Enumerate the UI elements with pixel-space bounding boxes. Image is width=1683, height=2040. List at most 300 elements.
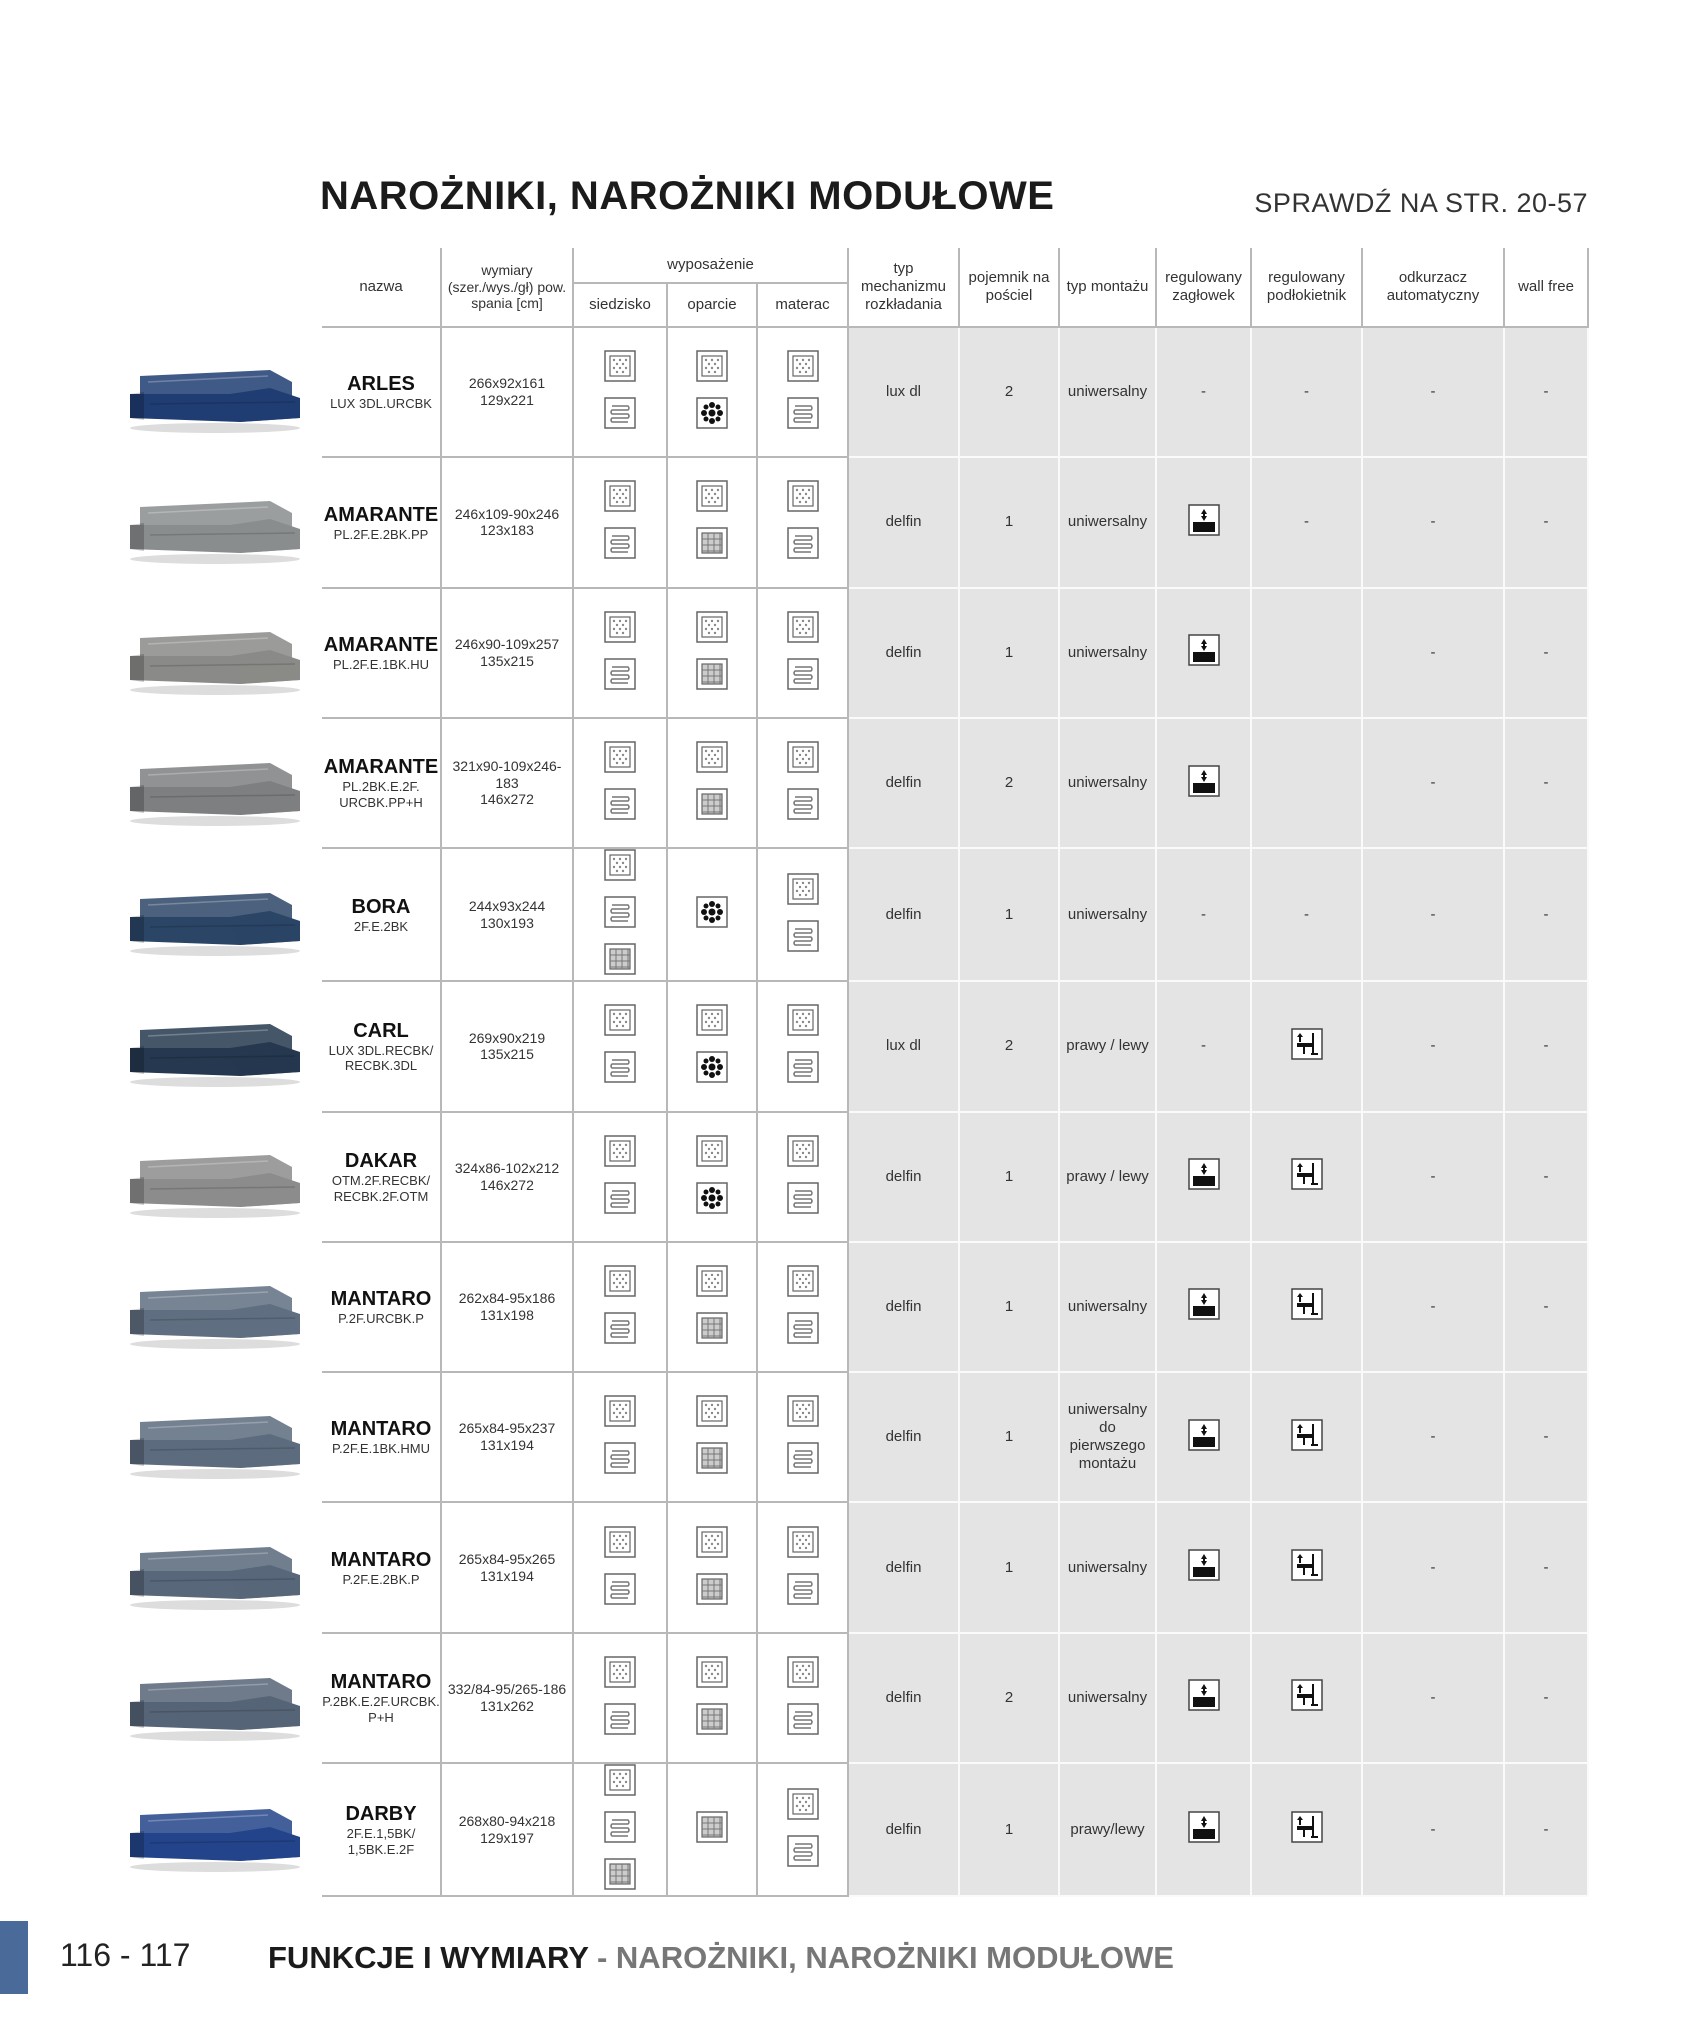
- row-mechanism: delfin: [849, 1634, 960, 1764]
- sleep-area: 146x272: [480, 791, 534, 808]
- row-mount: uniwersalny: [1060, 849, 1157, 982]
- row-armrest: -: [1252, 849, 1363, 982]
- spring-icon: [787, 788, 819, 825]
- row-mattress: [758, 849, 849, 982]
- row-mount: uniwersalny: [1060, 458, 1157, 588]
- row-armrest: [1252, 1373, 1363, 1503]
- footer-title: [268, 1940, 1174, 1976]
- row-armrest: [1252, 589, 1363, 719]
- spring-icon: [787, 527, 819, 564]
- product-code: P.2F.E.1BK.HMU: [331, 1441, 431, 1457]
- sleep-area: 131x194: [480, 1567, 534, 1584]
- row-box: 1: [960, 1764, 1060, 1897]
- row-armrest: [1252, 1503, 1363, 1633]
- header-odkurzacz: odkurzacz automatyczny: [1363, 248, 1505, 328]
- row-mechanism: delfin: [849, 1503, 960, 1633]
- row-name: [322, 1113, 442, 1243]
- foam-icon: [604, 611, 636, 648]
- sofa-image: [120, 871, 310, 961]
- row-back: [668, 982, 758, 1112]
- row-mount: uniwersalny: [1060, 1243, 1157, 1373]
- foam-icon: [604, 1004, 636, 1041]
- row-back: [668, 328, 758, 458]
- foam-icon: [787, 1526, 819, 1563]
- row-box: 2: [960, 1634, 1060, 1764]
- row-mount: uniwersalny: [1060, 589, 1157, 719]
- row-headrest: -: [1157, 849, 1252, 982]
- headrest-icon: [1188, 765, 1220, 802]
- spring-icon: [787, 1442, 819, 1479]
- row-seat: [574, 1113, 668, 1243]
- foam-icon: [787, 350, 819, 387]
- foam-icon: [696, 350, 728, 387]
- spring-icon: [604, 1442, 636, 1479]
- row-mattress: [758, 1243, 849, 1373]
- row-box: 1: [960, 1373, 1060, 1503]
- sofa-image: [120, 1656, 310, 1746]
- row-name: [322, 1503, 442, 1633]
- row-mount: uniwersalny: [1060, 328, 1157, 458]
- specs-table: [322, 248, 1589, 1897]
- row-seat: [574, 1634, 668, 1764]
- product-code: PL.2F.E.2BK.PP: [333, 526, 429, 542]
- mesh-icon: [696, 1703, 728, 1740]
- row-headrest: [1157, 1503, 1252, 1633]
- mesh-icon: [696, 788, 728, 825]
- header-oparcie: oparcie: [668, 284, 758, 328]
- row-vacuum: -: [1363, 1634, 1505, 1764]
- product-name: DAKAR: [344, 1150, 418, 1173]
- spring-icon: [787, 1312, 819, 1349]
- row-dimensions: [442, 719, 574, 849]
- foam-icon: [604, 1135, 636, 1172]
- row-armrest: [1252, 1113, 1363, 1243]
- spring-icon: [787, 1182, 819, 1219]
- sleep-area: 131x262: [480, 1697, 534, 1714]
- product-code: P.2F.URCBK.P: [338, 1311, 424, 1327]
- row-dimensions: [442, 849, 574, 982]
- foam-icon: [787, 1395, 819, 1432]
- headrest-icon: [1188, 1158, 1220, 1195]
- product-code: 2F.E.1,5BK/ 1,5BK.E.2F: [346, 1825, 416, 1857]
- sofa-image: [120, 1394, 310, 1484]
- row-back: [668, 1373, 758, 1503]
- row-mount: prawy/lewy: [1060, 1764, 1157, 1897]
- row-dimensions: [442, 589, 574, 719]
- mesh-icon: [696, 527, 728, 564]
- product-code: PL.2F.E.1BK.HU: [332, 656, 430, 672]
- sofa-image: [120, 1002, 310, 1092]
- row-vacuum: -: [1363, 719, 1505, 849]
- row-vacuum: -: [1363, 1764, 1505, 1897]
- row-mattress: [758, 589, 849, 719]
- dimensions: 269x90x219: [468, 1029, 546, 1046]
- row-seat: [574, 719, 668, 849]
- row-seat: [574, 849, 668, 982]
- row-armrest: -: [1252, 328, 1363, 458]
- row-vacuum: -: [1363, 1373, 1505, 1503]
- foam-icon: [696, 1004, 728, 1041]
- foam-icon: [604, 1764, 636, 1801]
- foam-icon: [696, 1135, 728, 1172]
- foam-icon: [787, 1265, 819, 1302]
- row-name: [322, 1634, 442, 1764]
- dimensions: 246x109-90x246: [454, 505, 560, 522]
- row-mount: uniwersalny: [1060, 1634, 1157, 1764]
- spring-icon: [787, 1703, 819, 1740]
- row-wallfree: -: [1505, 1113, 1589, 1243]
- dimensions: 265x84-95x265: [458, 1550, 556, 1567]
- foam-icon: [696, 1395, 728, 1432]
- spring-icon: [787, 658, 819, 695]
- footer-subsection: - NAROŻNIKI, NAROŻNIKI MODUŁOWE: [596, 1940, 1174, 1975]
- row-mount: prawy / lewy: [1060, 1113, 1157, 1243]
- spring-icon: [604, 527, 636, 564]
- header-wymiary: wymiary (szer./wys./gł) pow. spania [cm]: [442, 248, 574, 328]
- sofa-image: [120, 1133, 310, 1223]
- pocket-icon: [696, 1182, 728, 1219]
- row-box: 1: [960, 1503, 1060, 1633]
- foam-icon: [696, 611, 728, 648]
- row-name: [322, 1764, 442, 1897]
- row-wallfree: -: [1505, 1764, 1589, 1897]
- row-wallfree: -: [1505, 458, 1589, 588]
- mesh-icon: [696, 1312, 728, 1349]
- sofa-image: [120, 1525, 310, 1615]
- dimensions: 246x90-109x257: [454, 635, 560, 652]
- row-armrest: [1252, 1764, 1363, 1897]
- dimensions: 321x90-109x246-183: [452, 757, 562, 791]
- sleep-area: 131x194: [480, 1437, 534, 1454]
- foam-icon: [696, 1265, 728, 1302]
- row-mattress: [758, 1113, 849, 1243]
- foam-icon: [787, 611, 819, 648]
- row-headrest: [1157, 1373, 1252, 1503]
- row-mechanism: delfin: [849, 1764, 960, 1897]
- row-seat: [574, 1503, 668, 1633]
- dimensions: 265x84-95x237: [458, 1420, 556, 1437]
- foam-icon: [696, 1526, 728, 1563]
- headrest-icon: [1188, 1288, 1220, 1325]
- page-title: NAROŻNIKI, NAROŻNIKI MODUŁOWE: [320, 174, 1055, 218]
- mesh-icon: [696, 1573, 728, 1610]
- row-mechanism: delfin: [849, 1243, 960, 1373]
- sleep-area: 146x272: [480, 1176, 534, 1193]
- foam-icon: [787, 1004, 819, 1041]
- dimensions: 262x84-95x186: [458, 1290, 556, 1307]
- row-mount: uniwersalny do pierwszego montażu: [1060, 1373, 1157, 1503]
- row-back: [668, 849, 758, 982]
- mesh-icon: [604, 943, 636, 980]
- sofa-image: [120, 610, 310, 700]
- row-box: 1: [960, 1243, 1060, 1373]
- sleep-area: 129x197: [480, 1829, 534, 1846]
- row-headrest: [1157, 589, 1252, 719]
- headrest-icon: [1188, 504, 1220, 541]
- product-code: 2F.E.2BK: [353, 918, 409, 934]
- row-mattress: [758, 1634, 849, 1764]
- header-nazwa: nazwa: [322, 248, 442, 328]
- row-mechanism: lux dl: [849, 328, 960, 458]
- row-mechanism: delfin: [849, 849, 960, 982]
- pocket-icon: [696, 1051, 728, 1088]
- spring-icon: [604, 1573, 636, 1610]
- row-seat: [574, 1373, 668, 1503]
- row-headrest: [1157, 1243, 1252, 1373]
- dimensions: 324x86-102x212: [454, 1159, 560, 1176]
- sleep-area: 131x198: [480, 1306, 534, 1323]
- mesh-icon: [696, 658, 728, 695]
- row-mount: prawy / lewy: [1060, 982, 1157, 1112]
- product-name: MANTARO: [330, 1548, 432, 1571]
- header-materac: materac: [758, 284, 849, 328]
- product-name: CARL: [353, 1019, 409, 1042]
- row-armrest: [1252, 1243, 1363, 1373]
- row-back: [668, 1764, 758, 1897]
- row-headrest: [1157, 458, 1252, 588]
- row-mattress: [758, 719, 849, 849]
- foam-icon: [696, 1656, 728, 1693]
- foam-icon: [604, 741, 636, 778]
- product-name: ARLES: [347, 373, 415, 396]
- spring-icon: [604, 1182, 636, 1219]
- product-name: DARBY: [345, 1802, 417, 1825]
- row-box: 1: [960, 458, 1060, 588]
- row-back: [668, 1634, 758, 1764]
- row-headrest: [1157, 1113, 1252, 1243]
- header-podlokietnik: regulowany podłokietnik: [1252, 248, 1363, 328]
- row-back: [668, 589, 758, 719]
- row-back: [668, 719, 758, 849]
- row-box: 1: [960, 849, 1060, 982]
- product-code: P.2BK.E.2F.URCBK. P+H: [322, 1694, 440, 1725]
- header-siedzisko: siedzisko: [574, 284, 668, 328]
- row-armrest: [1252, 1634, 1363, 1764]
- foam-icon: [787, 873, 819, 910]
- row-wallfree: -: [1505, 1243, 1589, 1373]
- spring-icon: [787, 1051, 819, 1088]
- row-headrest: -: [1157, 328, 1252, 458]
- row-headrest: [1157, 1764, 1252, 1897]
- row-seat: [574, 589, 668, 719]
- product-name: MANTARO: [330, 1418, 432, 1441]
- header-wyposazenie: wyposażenie: [574, 248, 849, 284]
- row-mechanism: delfin: [849, 589, 960, 719]
- armrest-icon: [1291, 1028, 1323, 1065]
- row-dimensions: [442, 1764, 574, 1897]
- foam-icon: [604, 1265, 636, 1302]
- foam-icon: [787, 1788, 819, 1825]
- row-vacuum: -: [1363, 849, 1505, 982]
- row-name: [322, 982, 442, 1112]
- foam-icon: [787, 480, 819, 517]
- row-box: 2: [960, 982, 1060, 1112]
- spring-icon: [604, 788, 636, 825]
- product-name: AMARANTE: [323, 756, 439, 779]
- row-vacuum: -: [1363, 1243, 1505, 1373]
- header-mechanizm: typ mechanizmu rozkładania: [849, 248, 960, 328]
- row-dimensions: [442, 1373, 574, 1503]
- row-armrest: [1252, 982, 1363, 1112]
- row-headrest: [1157, 1634, 1252, 1764]
- foam-icon: [696, 480, 728, 517]
- header-zaglowek: regulowany zagłowek: [1157, 248, 1252, 328]
- product-name: AMARANTE: [323, 633, 439, 656]
- row-name: [322, 1373, 442, 1503]
- dimensions: 268x80-94x218: [458, 1812, 556, 1829]
- row-seat: [574, 458, 668, 588]
- product-code: LUX 3DL.RECBK/ RECBK.3DL: [328, 1042, 434, 1074]
- row-vacuum: -: [1363, 1113, 1505, 1243]
- row-vacuum: -: [1363, 1503, 1505, 1633]
- row-wallfree: -: [1505, 1634, 1589, 1764]
- row-wallfree: -: [1505, 1503, 1589, 1633]
- sleep-area: 135x215: [480, 652, 534, 669]
- pocket-icon: [696, 397, 728, 434]
- header-wallfree: wall free: [1505, 248, 1589, 328]
- spring-icon: [787, 1835, 819, 1872]
- product-name: MANTARO: [330, 1671, 432, 1694]
- sofa-image: [120, 741, 310, 831]
- row-name: [322, 328, 442, 458]
- spring-icon: [604, 658, 636, 695]
- foam-icon: [604, 849, 636, 886]
- product-name: AMARANTE: [323, 503, 439, 526]
- row-back: [668, 1113, 758, 1243]
- headrest-icon: [1188, 1679, 1220, 1716]
- sofa-image: [120, 348, 310, 438]
- spring-icon: [787, 1573, 819, 1610]
- foam-icon: [604, 1395, 636, 1432]
- sleep-area: 135x215: [480, 1046, 534, 1063]
- page-reference: SPRAWDŹ NA STR. 20-57: [1254, 188, 1588, 218]
- row-back: [668, 1243, 758, 1373]
- row-mechanism: delfin: [849, 1113, 960, 1243]
- row-wallfree: -: [1505, 1373, 1589, 1503]
- armrest-icon: [1291, 1419, 1323, 1456]
- header-montaz: typ montażu: [1060, 248, 1157, 328]
- dimensions: 332/84-95/265-186: [447, 1681, 567, 1698]
- armrest-icon: [1291, 1811, 1323, 1848]
- armrest-icon: [1291, 1158, 1323, 1195]
- product-code: OTM.2F.RECBK/ RECBK.2F.OTM: [331, 1173, 431, 1204]
- row-dimensions: [442, 1503, 574, 1633]
- row-back: [668, 1503, 758, 1633]
- foam-icon: [604, 350, 636, 387]
- spring-icon: [787, 920, 819, 957]
- headrest-icon: [1188, 1811, 1220, 1848]
- spring-icon: [604, 1703, 636, 1740]
- row-name: [322, 458, 442, 588]
- spring-icon: [604, 1811, 636, 1848]
- dimensions: 266x92x161: [468, 375, 546, 392]
- foam-icon: [787, 741, 819, 778]
- row-mattress: [758, 1503, 849, 1633]
- page-numbers: 116 - 117: [60, 1937, 191, 1973]
- row-mattress: [758, 982, 849, 1112]
- foam-icon: [787, 1135, 819, 1172]
- row-wallfree: -: [1505, 982, 1589, 1112]
- spring-icon: [604, 1051, 636, 1088]
- row-mechanism: delfin: [849, 1373, 960, 1503]
- foam-icon: [604, 480, 636, 517]
- row-dimensions: [442, 1634, 574, 1764]
- row-vacuum: -: [1363, 328, 1505, 458]
- row-box: 2: [960, 328, 1060, 458]
- sleep-area: 130x193: [480, 914, 534, 931]
- product-name: MANTARO: [330, 1288, 432, 1311]
- footer-accent: [0, 1921, 28, 1994]
- armrest-icon: [1291, 1679, 1323, 1716]
- mesh-icon: [604, 1858, 636, 1895]
- row-wallfree: -: [1505, 719, 1589, 849]
- armrest-icon: [1291, 1288, 1323, 1325]
- row-seat: [574, 328, 668, 458]
- row-dimensions: [442, 328, 574, 458]
- foam-icon: [696, 741, 728, 778]
- row-vacuum: -: [1363, 982, 1505, 1112]
- foam-icon: [604, 1526, 636, 1563]
- row-headrest: -: [1157, 982, 1252, 1112]
- spring-icon: [604, 397, 636, 434]
- row-armrest: -: [1252, 458, 1363, 588]
- sleep-area: 129x221: [480, 392, 534, 409]
- row-mount: uniwersalny: [1060, 719, 1157, 849]
- row-seat: [574, 1764, 668, 1897]
- row-seat: [574, 1243, 668, 1373]
- header-pojemnik: pojemnik na pościel: [960, 248, 1060, 328]
- mesh-icon: [696, 1811, 728, 1848]
- row-vacuum: -: [1363, 458, 1505, 588]
- row-mattress: [758, 328, 849, 458]
- product-code: LUX 3DL.URCBK: [330, 396, 432, 412]
- row-mattress: [758, 458, 849, 588]
- spring-icon: [604, 896, 636, 933]
- product-code: PL.2BK.E.2F. URCBK.PP+H: [339, 779, 423, 811]
- dimensions: 244x93x244: [468, 897, 546, 914]
- row-name: [322, 719, 442, 849]
- row-mechanism: lux dl: [849, 982, 960, 1112]
- row-armrest: [1252, 719, 1363, 849]
- row-mount: uniwersalny: [1060, 1503, 1157, 1633]
- row-wallfree: -: [1505, 328, 1589, 458]
- row-seat: [574, 982, 668, 1112]
- sofa-image: [120, 1787, 310, 1877]
- product-name: BORA: [351, 895, 411, 918]
- headrest-icon: [1188, 634, 1220, 671]
- sleep-area: 123x183: [480, 522, 534, 539]
- row-wallfree: -: [1505, 589, 1589, 719]
- row-mechanism: delfin: [849, 719, 960, 849]
- foam-icon: [787, 1656, 819, 1693]
- row-headrest: [1157, 719, 1252, 849]
- row-dimensions: [442, 458, 574, 588]
- row-vacuum: -: [1363, 589, 1505, 719]
- headrest-icon: [1188, 1549, 1220, 1586]
- armrest-icon: [1291, 1549, 1323, 1586]
- row-wallfree: -: [1505, 849, 1589, 982]
- spring-icon: [787, 397, 819, 434]
- spring-icon: [604, 1312, 636, 1349]
- row-box: 1: [960, 1113, 1060, 1243]
- pocket-icon: [696, 896, 728, 933]
- sofa-image: [120, 1264, 310, 1354]
- row-name: [322, 589, 442, 719]
- row-mattress: [758, 1373, 849, 1503]
- row-box: 1: [960, 589, 1060, 719]
- row-mattress: [758, 1764, 849, 1897]
- headrest-icon: [1188, 1419, 1220, 1456]
